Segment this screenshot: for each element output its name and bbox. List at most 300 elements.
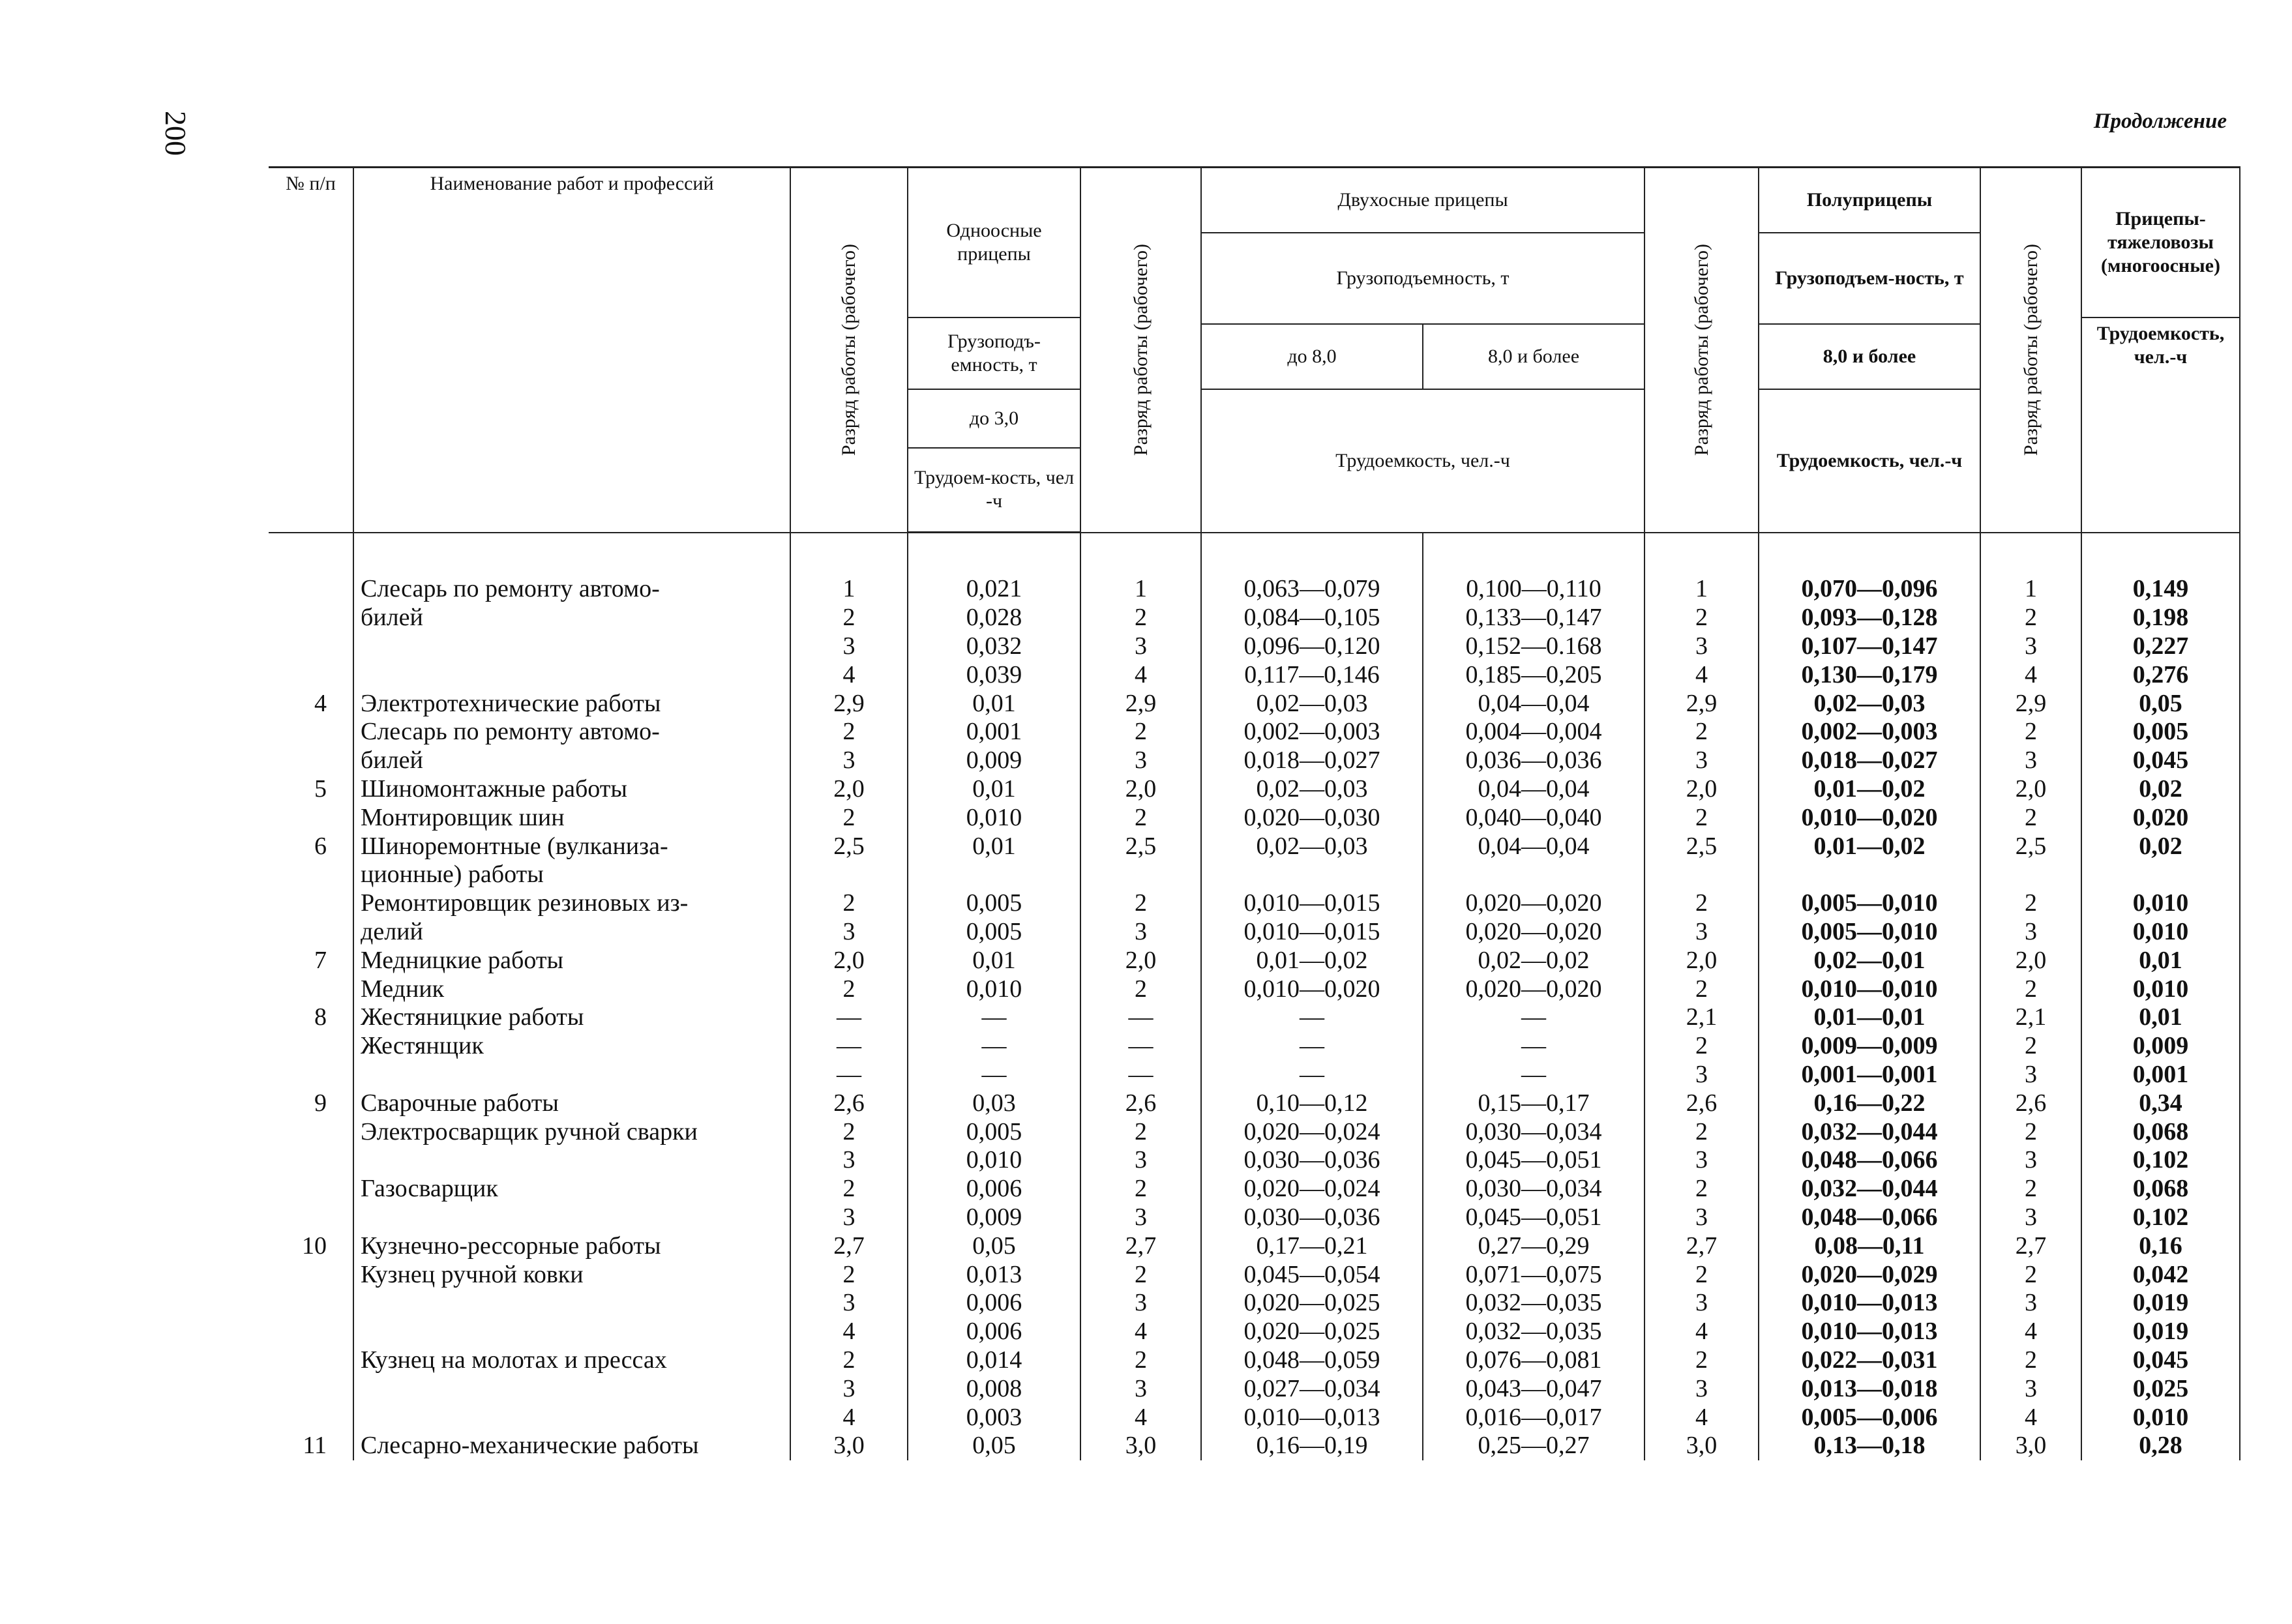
cell-v5: 0,045	[2081, 746, 2240, 775]
cell-n: 4	[269, 689, 353, 718]
cell-name: Слесарно-механические работы	[353, 1432, 790, 1460]
table-row	[269, 1175, 2240, 1203]
cell-g2: —	[1080, 1003, 1201, 1032]
cell-v3: 0,032—0,035	[1423, 1318, 1645, 1346]
cell-g1: 3	[790, 746, 908, 775]
header-semi-range: 8,0 и более	[1759, 324, 1980, 389]
cell-g2: 3	[1080, 918, 1201, 947]
cell-g3: 2,0	[1645, 946, 1759, 975]
header-grade-4: Разряд работы (рабочего)	[1980, 168, 2081, 533]
cell-g4: 3	[1980, 1374, 2081, 1403]
cell-name: Слесарь по ремонту автомо-	[353, 533, 790, 604]
cell-n: 5	[269, 775, 353, 804]
cell-g1: 3	[790, 1146, 908, 1175]
cell-v1: 0,005	[908, 918, 1080, 947]
table-row	[269, 689, 2240, 718]
cell-name	[353, 1203, 790, 1232]
cell-v5: 0,149	[2081, 533, 2240, 604]
cell-n	[269, 1032, 353, 1061]
cell-g3: 2	[1645, 1175, 1759, 1203]
cell-v3: 0,020—0,020	[1423, 889, 1645, 918]
cell-g1: 2	[790, 1117, 908, 1146]
cell-g4: 3	[1980, 918, 2081, 947]
cell-g1: 2	[790, 718, 908, 746]
cell-v3: 0,040—0,040	[1423, 803, 1645, 832]
header-two-axle: Двухосные прицепы	[1201, 168, 1645, 233]
table-row	[269, 1061, 2240, 1089]
cell-name: Монтировщик шин	[353, 803, 790, 832]
cell-name: Жестяницкие работы	[353, 1003, 790, 1032]
table-row	[269, 946, 2240, 975]
cell-n: 9	[269, 1089, 353, 1117]
header-semi: Полуприцепы	[1759, 168, 1980, 233]
cell-v4	[1759, 861, 1980, 889]
page-number: 200	[159, 111, 192, 156]
cell-g2: 1	[1080, 533, 1201, 604]
table-header	[269, 168, 2240, 533]
cell-v4: 0,020—0,029	[1759, 1260, 1980, 1289]
cell-g4: 4	[1980, 1318, 2081, 1346]
cell-g1: 2	[790, 604, 908, 632]
cell-g2: 2	[1080, 1346, 1201, 1375]
cell-v3: 0,004—0,004	[1423, 718, 1645, 746]
header-grade-1: Разряд работы (рабочего)	[790, 168, 908, 533]
cell-v3: 0,030—0,034	[1423, 1117, 1645, 1146]
cell-g2: 2	[1080, 718, 1201, 746]
cell-v4: 0,010—0,020	[1759, 803, 1980, 832]
cell-v1: —	[908, 1061, 1080, 1089]
table-row	[269, 632, 2240, 661]
cell-n	[269, 803, 353, 832]
table-row	[269, 861, 2240, 889]
cell-v3: 0,030—0,034	[1423, 1175, 1645, 1203]
header-name: Наименование работ и профессий	[353, 168, 790, 533]
cell-v2: 0,010—0,020	[1201, 975, 1423, 1003]
table-row	[269, 975, 2240, 1003]
cell-g2	[1080, 861, 1201, 889]
cell-n	[269, 1117, 353, 1146]
cell-v1: 0,021	[908, 533, 1080, 604]
cell-n	[269, 1346, 353, 1375]
header-heavy: Прицепы-тяжеловозы (многоосные)	[2081, 168, 2240, 317]
cell-g4: 2,1	[1980, 1003, 2081, 1032]
cell-v5: 0,009	[2081, 1032, 2240, 1061]
cell-v5: 0,019	[2081, 1318, 2240, 1346]
cell-name: делий	[353, 918, 790, 947]
cell-v5: 0,02	[2081, 775, 2240, 804]
cell-name: Шиномонтажные работы	[353, 775, 790, 804]
header-two-axle-labor: Трудоемкость, чел.-ч	[1201, 389, 1645, 533]
cell-n: 8	[269, 1003, 353, 1032]
cell-g2: 2,6	[1080, 1089, 1201, 1117]
cell-v1: 0,013	[908, 1260, 1080, 1289]
cell-name: Медницкие работы	[353, 946, 790, 975]
cell-v4: 0,16—0,22	[1759, 1089, 1980, 1117]
header-semi-labor: Трудоемкость, чел.-ч	[1759, 389, 1980, 533]
cell-v1: 0,006	[908, 1318, 1080, 1346]
cell-name: билей	[353, 604, 790, 632]
cell-g2: —	[1080, 1061, 1201, 1089]
cell-n	[269, 1289, 353, 1318]
cell-v5: 0,001	[2081, 1061, 2240, 1089]
cell-g3: 3	[1645, 1374, 1759, 1403]
cell-g4: 2	[1980, 604, 2081, 632]
cell-g2: 2	[1080, 803, 1201, 832]
cell-name	[353, 1289, 790, 1318]
cell-v5: 0,01	[2081, 1003, 2240, 1032]
cell-n: 11	[269, 1432, 353, 1460]
cell-n	[269, 1260, 353, 1289]
cell-g4: 3	[1980, 1061, 2081, 1089]
cell-v3: 0,185—0,205	[1423, 660, 1645, 689]
cell-g4: 2	[1980, 1175, 2081, 1203]
cell-name: Слесарь по ремонту автомо-	[353, 718, 790, 746]
cell-v5: 0,28	[2081, 1432, 2240, 1460]
table-row	[269, 832, 2240, 861]
cell-g3: 2	[1645, 604, 1759, 632]
table-body	[269, 533, 2240, 1460]
table-row	[269, 1232, 2240, 1260]
cell-n	[269, 1203, 353, 1232]
cell-g4: 2,5	[1980, 832, 2081, 861]
cell-v4: 0,018—0,027	[1759, 746, 1980, 775]
cell-v4: 0,001—0,001	[1759, 1061, 1980, 1089]
cell-v4: 0,010—0,010	[1759, 975, 1980, 1003]
table-row	[269, 1089, 2240, 1117]
cell-v5: 0,020	[2081, 803, 2240, 832]
cell-g2: 2,9	[1080, 689, 1201, 718]
cell-g2: 3	[1080, 746, 1201, 775]
table-row	[269, 1032, 2240, 1061]
cell-n	[269, 975, 353, 1003]
cell-name: Жестянщик	[353, 1032, 790, 1061]
cell-v4: 0,093—0,128	[1759, 604, 1980, 632]
cell-g4: 2	[1980, 975, 2081, 1003]
cell-v2: 0,027—0,034	[1201, 1374, 1423, 1403]
cell-g2: 3	[1080, 1374, 1201, 1403]
cell-n	[269, 533, 353, 604]
cell-g1: —	[790, 1061, 908, 1089]
cell-v2: 0,010—0,015	[1201, 889, 1423, 918]
cell-v4: 0,02—0,03	[1759, 689, 1980, 718]
table-row	[269, 918, 2240, 947]
cell-v1: 0,01	[908, 775, 1080, 804]
cell-v1: 0,001	[908, 718, 1080, 746]
table-row	[269, 1346, 2240, 1375]
cell-v1: 0,005	[908, 1117, 1080, 1146]
cell-v1: 0,014	[908, 1346, 1080, 1375]
cell-n: 7	[269, 946, 353, 975]
header-grade-2: Разряд работы (рабочего)	[1080, 168, 1201, 533]
labor-table	[269, 166, 2240, 1460]
cell-g1: 2,0	[790, 946, 908, 975]
cell-g3: 2	[1645, 718, 1759, 746]
cell-v1: 0,010	[908, 1146, 1080, 1175]
cell-v3: 0,036—0,036	[1423, 746, 1645, 775]
cell-name: Кузнечно-рессорные работы	[353, 1232, 790, 1260]
cell-v1: 0,008	[908, 1374, 1080, 1403]
cell-v1: 0,009	[908, 746, 1080, 775]
table-row	[269, 1260, 2240, 1289]
cell-v2: —	[1201, 1061, 1423, 1089]
cell-v1: 0,03	[908, 1089, 1080, 1117]
cell-v5: 0,198	[2081, 604, 2240, 632]
cell-g3: 3	[1645, 1203, 1759, 1232]
header-single-axle-range: до 3,0	[908, 389, 1080, 448]
table-row	[269, 718, 2240, 746]
cell-v4: 0,048—0,066	[1759, 1203, 1980, 1232]
cell-v5: 0,068	[2081, 1117, 2240, 1146]
cell-g4: 3	[1980, 1146, 2081, 1175]
cell-v2: 0,018—0,027	[1201, 746, 1423, 775]
cell-g1: 1	[790, 533, 908, 604]
cell-n	[269, 889, 353, 918]
cell-v4: 0,13—0,18	[1759, 1432, 1980, 1460]
cell-g4: 2,7	[1980, 1232, 2081, 1260]
cell-v5: 0,010	[2081, 889, 2240, 918]
cell-v2: 0,084—0,105	[1201, 604, 1423, 632]
header-two-axle-range1: до 8,0	[1201, 324, 1423, 389]
cell-g3: 4	[1645, 1318, 1759, 1346]
cell-v1: 0,01	[908, 689, 1080, 718]
cell-v4: 0,01—0,02	[1759, 832, 1980, 861]
cell-v4: 0,130—0,179	[1759, 660, 1980, 689]
cell-v4: 0,032—0,044	[1759, 1117, 1980, 1146]
table-row	[269, 1374, 2240, 1403]
cell-v2: 0,002—0,003	[1201, 718, 1423, 746]
cell-g2: 4	[1080, 1403, 1201, 1432]
cell-v5: 0,010	[2081, 918, 2240, 947]
cell-name: Кузнец ручной ковки	[353, 1260, 790, 1289]
cell-g2: 3	[1080, 1146, 1201, 1175]
cell-name	[353, 1374, 790, 1403]
header-num: № п/п	[269, 168, 353, 533]
continued-label: Продолжение	[2093, 110, 2227, 133]
cell-name: Газосварщик	[353, 1175, 790, 1203]
cell-v2: 0,02—0,03	[1201, 689, 1423, 718]
cell-v3: 0,25—0,27	[1423, 1432, 1645, 1460]
table-row	[269, 803, 2240, 832]
cell-v4: 0,002—0,003	[1759, 718, 1980, 746]
table-row	[269, 746, 2240, 775]
cell-g2: 3	[1080, 1289, 1201, 1318]
cell-g1: 2,0	[790, 775, 908, 804]
cell-g3: 2	[1645, 803, 1759, 832]
cell-v3: 0,032—0,035	[1423, 1289, 1645, 1318]
cell-v2: 0,02—0,03	[1201, 775, 1423, 804]
cell-v3: 0,100—0,110	[1423, 533, 1645, 604]
header-single-axle: Одноосные прицепы	[908, 168, 1080, 317]
cell-n: 10	[269, 1232, 353, 1260]
cell-n	[269, 1146, 353, 1175]
cell-v4: 0,022—0,031	[1759, 1346, 1980, 1375]
cell-g3: 2,5	[1645, 832, 1759, 861]
cell-v2: 0,117—0,146	[1201, 660, 1423, 689]
cell-v1: —	[908, 1032, 1080, 1061]
cell-v1: 0,039	[908, 660, 1080, 689]
cell-n	[269, 1374, 353, 1403]
cell-g2: 4	[1080, 1318, 1201, 1346]
cell-g1: 3	[790, 918, 908, 947]
cell-v4: 0,01—0,02	[1759, 775, 1980, 804]
cell-v5: 0,010	[2081, 1403, 2240, 1432]
cell-v1: 0,009	[908, 1203, 1080, 1232]
cell-g4: 2	[1980, 803, 2081, 832]
cell-g3: 3,0	[1645, 1432, 1759, 1460]
cell-v5: 0,068	[2081, 1175, 2240, 1203]
cell-g4: 3	[1980, 1203, 2081, 1232]
cell-v5: 0,16	[2081, 1232, 2240, 1260]
header-two-axle-range2: 8,0 и более	[1423, 324, 1645, 389]
cell-v5: 0,01	[2081, 946, 2240, 975]
cell-n	[269, 660, 353, 689]
table-row	[269, 1003, 2240, 1032]
cell-g3: 2,9	[1645, 689, 1759, 718]
cell-g3: 2	[1645, 1260, 1759, 1289]
cell-g3: 2	[1645, 1032, 1759, 1061]
cell-g1: 4	[790, 660, 908, 689]
cell-v3: —	[1423, 1061, 1645, 1089]
cell-name: Сварочные работы	[353, 1089, 790, 1117]
cell-g3: 4	[1645, 660, 1759, 689]
cell-g1: 3	[790, 1374, 908, 1403]
cell-v3	[1423, 861, 1645, 889]
table-row	[269, 604, 2240, 632]
cell-v2	[1201, 861, 1423, 889]
cell-g2: —	[1080, 1032, 1201, 1061]
cell-g3: 3	[1645, 632, 1759, 661]
cell-name	[353, 1061, 790, 1089]
cell-v2: 0,01—0,02	[1201, 946, 1423, 975]
cell-g3: 2,7	[1645, 1232, 1759, 1260]
cell-v1: 0,032	[908, 632, 1080, 661]
cell-n	[269, 1175, 353, 1203]
cell-g1: 2,7	[790, 1232, 908, 1260]
cell-g2: 2	[1080, 1175, 1201, 1203]
cell-v2: 0,030—0,036	[1201, 1146, 1423, 1175]
cell-g1: 3	[790, 1289, 908, 1318]
cell-g2: 2	[1080, 975, 1201, 1003]
cell-n	[269, 1318, 353, 1346]
cell-name: ционные) работы	[353, 861, 790, 889]
cell-v4: 0,005—0,010	[1759, 889, 1980, 918]
cell-v4: 0,005—0,010	[1759, 918, 1980, 947]
cell-v3: 0,04—0,04	[1423, 832, 1645, 861]
cell-v3: 0,04—0,04	[1423, 775, 1645, 804]
cell-v1	[908, 861, 1080, 889]
cell-g2: 2,0	[1080, 775, 1201, 804]
cell-name: Ремонтировщик резиновых из-	[353, 889, 790, 918]
cell-n	[269, 918, 353, 947]
cell-v3: —	[1423, 1032, 1645, 1061]
cell-g3: 3	[1645, 918, 1759, 947]
cell-v1: 0,01	[908, 946, 1080, 975]
cell-v3: 0,016—0,017	[1423, 1403, 1645, 1432]
cell-v5: 0,05	[2081, 689, 2240, 718]
cell-name	[353, 1403, 790, 1432]
cell-name	[353, 660, 790, 689]
cell-g1: 2	[790, 1346, 908, 1375]
table-row	[269, 1403, 2240, 1432]
header-semi-capacity: Грузоподъем-ность, т	[1759, 233, 1980, 324]
cell-v1: 0,028	[908, 604, 1080, 632]
cell-g1: 2	[790, 1175, 908, 1203]
cell-g1: 2	[790, 803, 908, 832]
cell-v1: —	[908, 1003, 1080, 1032]
cell-g2: 2	[1080, 1260, 1201, 1289]
table-row	[269, 1117, 2240, 1146]
cell-v5: 0,34	[2081, 1089, 2240, 1117]
cell-g4	[1980, 861, 2081, 889]
cell-g4: 2,0	[1980, 946, 2081, 975]
cell-v2: 0,10—0,12	[1201, 1089, 1423, 1117]
cell-v1: 0,05	[908, 1432, 1080, 1460]
cell-g3: 3	[1645, 1146, 1759, 1175]
cell-v3: 0,020—0,020	[1423, 975, 1645, 1003]
cell-g3: 3	[1645, 746, 1759, 775]
cell-g1: 2,6	[790, 1089, 908, 1117]
cell-g3: 2	[1645, 1117, 1759, 1146]
table-row	[269, 1289, 2240, 1318]
cell-v2: 0,045—0,054	[1201, 1260, 1423, 1289]
cell-g1: 2	[790, 975, 908, 1003]
cell-v3: 0,043—0,047	[1423, 1374, 1645, 1403]
cell-v5: 0,019	[2081, 1289, 2240, 1318]
cell-v1: 0,003	[908, 1403, 1080, 1432]
cell-n	[269, 861, 353, 889]
cell-g4: 2,9	[1980, 689, 2081, 718]
cell-name: Электротехнические работы	[353, 689, 790, 718]
cell-g4: 2	[1980, 1032, 2081, 1061]
cell-v3: 0,045—0,051	[1423, 1146, 1645, 1175]
cell-g2: 3	[1080, 1203, 1201, 1232]
cell-v3: 0,27—0,29	[1423, 1232, 1645, 1260]
cell-v2: 0,030—0,036	[1201, 1203, 1423, 1232]
cell-v2: 0,048—0,059	[1201, 1346, 1423, 1375]
cell-g4: 2,0	[1980, 775, 2081, 804]
table-row	[269, 889, 2240, 918]
cell-v4: 0,048—0,066	[1759, 1146, 1980, 1175]
cell-v5: 0,02	[2081, 832, 2240, 861]
cell-v1: 0,01	[908, 832, 1080, 861]
cell-g2: 2,0	[1080, 946, 1201, 975]
cell-v1: 0,010	[908, 803, 1080, 832]
cell-v5	[2081, 861, 2240, 889]
cell-g3: 2,0	[1645, 775, 1759, 804]
cell-v2: 0,17—0,21	[1201, 1232, 1423, 1260]
cell-v2: 0,020—0,024	[1201, 1117, 1423, 1146]
cell-g4: 3,0	[1980, 1432, 2081, 1460]
cell-v3: 0,02—0,02	[1423, 946, 1645, 975]
cell-name: билей	[353, 746, 790, 775]
table-row	[269, 1203, 2240, 1232]
cell-v5: 0,102	[2081, 1203, 2240, 1232]
header-single-axle-labor: Трудоем-кость, чел -ч	[908, 448, 1080, 533]
cell-g3: 2,1	[1645, 1003, 1759, 1032]
cell-g1: 3	[790, 632, 908, 661]
cell-g1: 4	[790, 1318, 908, 1346]
cell-g4: 3	[1980, 1289, 2081, 1318]
table-row	[269, 775, 2240, 804]
table-row	[269, 660, 2240, 689]
cell-v3: 0,076—0,081	[1423, 1346, 1645, 1375]
cell-v2: 0,020—0,030	[1201, 803, 1423, 832]
header-grade-3: Разряд работы (рабочего)	[1645, 168, 1759, 533]
cell-v3: 0,04—0,04	[1423, 689, 1645, 718]
cell-g4: 2	[1980, 718, 2081, 746]
cell-g3: 3	[1645, 1061, 1759, 1089]
cell-g4: 1	[1980, 533, 2081, 604]
